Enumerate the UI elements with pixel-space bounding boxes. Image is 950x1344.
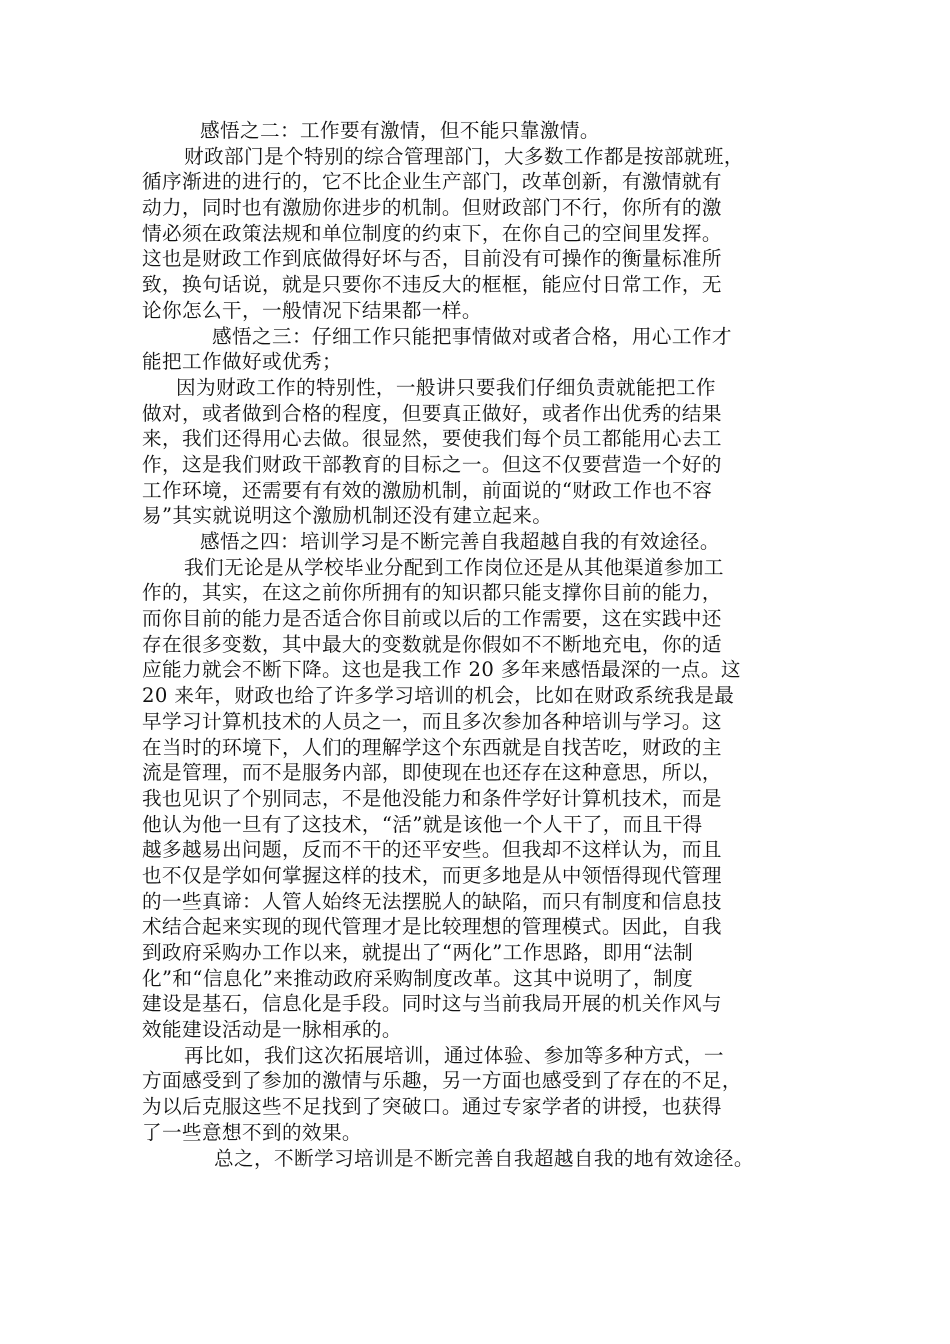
text-line: 因为财政工作的特别性，一般讲只要我们仔细负责就能把工作 <box>176 375 716 399</box>
text-line: 致，换句话说，就是只要你不违反大的框框，能应付日常工作，无 <box>142 273 722 297</box>
text-line: 在当时的环境下，人们的理解学这个东西就是自找苦吃，财政的主 <box>142 735 722 759</box>
text-line: 我也见识了个别同志，不是他没能力和条件学好计算机技术，而是 <box>142 786 722 810</box>
text-line: 感悟之三：仔细工作只能把事情做对或者合格，用心工作才 <box>212 324 732 348</box>
paragraph-careful-work <box>142 375 812 529</box>
text-line: 动力，同时也有激励你进步的机制。但财政部门不行，你所有的激 <box>142 196 722 220</box>
text-line: 化”和“信息化”来推动政府采购制度改革。这其中说明了，制度 <box>142 966 694 990</box>
text-line: 效能建设活动是一脉相承的。 <box>142 1018 402 1042</box>
text-line: 方面感受到了参加的激情与乐趣，另一方面也感受到了存在的不足， <box>142 1069 742 1093</box>
text-line: 了一些意想不到的效果。 <box>142 1120 362 1144</box>
text-line: 作，这是我们财政干部教育的目标之一。但这不仅要营造一个好的 <box>142 452 722 476</box>
text-line: 为以后克服这些不足找到了突破口。通过专家学者的讲授，也获得 <box>142 1095 722 1119</box>
text-line: 来，我们还得用心去做。很显然，要使我们每个员工都能用心去工 <box>142 427 722 451</box>
text-line: 感悟之二：工作要有激情，但不能只靠激情。 <box>200 119 600 142</box>
text-line: 论你怎么干，一般情况下结果都一样。 <box>142 298 482 322</box>
text-line: 感悟之四：培训学习是不断完善自我超越自我的有效途径。 <box>200 530 720 553</box>
text-line: 越多越易出问题，反而不干的还平安些。但我却不这样认为，而且 <box>142 838 722 862</box>
heading-insight-two <box>142 118 812 144</box>
paragraph-conclusion <box>142 1146 812 1172</box>
text-line: 再比如，我们这次拓展培训，通过体验、参加等多种方式，一 <box>184 1043 724 1067</box>
text-line: 易”其实就说明这个激励机制还没有建立起来。 <box>142 504 553 528</box>
text-line: 作的，其实，在这之前你所拥有的知识都只能支撑你目前的能力， <box>142 581 722 605</box>
text-line: 情必须在政策法规和单位制度的约束下，在你自己的空间里发挥。 <box>142 221 722 245</box>
text-line: 做对，或者做到合格的程度，但要真正做好，或者作出优秀的结果 <box>142 401 722 425</box>
paragraph-finance-department <box>142 144 812 324</box>
text-line: 建设是基石，信息化是手段。同时这与当前我局开展的机关作风与 <box>142 992 722 1016</box>
text-line: 早学习计算机技术的人员之一，而且多次参加各种培训与学习。这 <box>142 709 722 733</box>
text-line: 他认为他一旦有了这技术，“活”就是该他一个人干了，而且干得 <box>142 812 703 836</box>
text-line: 也不仅是学如何掌握这样的技术，而更多地是从中领悟得现代管理 <box>142 863 722 887</box>
text-line: 财政部门是个特别的综合管理部门，大多数工作都是按部就班， <box>184 144 744 168</box>
document-page <box>142 118 812 1171</box>
text-line: 存在很多变数，其中最大的变数就是你假如不不断地充电，你的适 <box>142 632 722 656</box>
text-line: 总之，不断学习培训是不断完善自我超越自我的地有效途径。 <box>214 1146 754 1170</box>
paragraph-training-study <box>142 555 812 1043</box>
text-line: 到政府采购办工作以来，就提出了“两化”工作思路，即用“法制 <box>142 941 694 964</box>
heading-insight-four <box>142 529 812 555</box>
paragraph-outreach-training <box>142 1043 812 1146</box>
text-line: 的一些真谛：人管人始终无法摆脱人的缺陷，而只有制度和信息技 <box>142 889 722 913</box>
text-line: 流是管理，而不是服务内部，即使现在也还存在这种意思，所以， <box>142 761 722 785</box>
text-line: 我们无论是从学校毕业分配到工作岗位还是从其他渠道参加工 <box>184 555 724 579</box>
text-line: 而你目前的能力是否适合你目前或以后的工作需要，这在实践中还 <box>142 607 722 631</box>
text-line: 应能力就会不断下降。这也是我工作 20 多年来感悟最深的一点。这 <box>142 658 741 682</box>
text-line: 术结合起来实现的现代管理才是比较理想的管理模式。因此，自我 <box>142 915 722 939</box>
heading-insight-three <box>142 324 812 375</box>
text-line: 这也是财政工作到底做得好坏与否，目前没有可操作的衡量标准所 <box>142 247 722 271</box>
text-line: 循序渐进的进行的，它不比企业生产部门，改革创新，有激情就有 <box>142 170 722 194</box>
text-line: 工作环境，还需要有有效的激励机制，前面说的“财政工作也不容 <box>142 478 713 502</box>
text-line: 能把工作做好或优秀； <box>142 350 342 374</box>
text-line: 20 来年，财政也给了许多学习培训的机会，比如在财政系统我是最 <box>142 684 735 708</box>
